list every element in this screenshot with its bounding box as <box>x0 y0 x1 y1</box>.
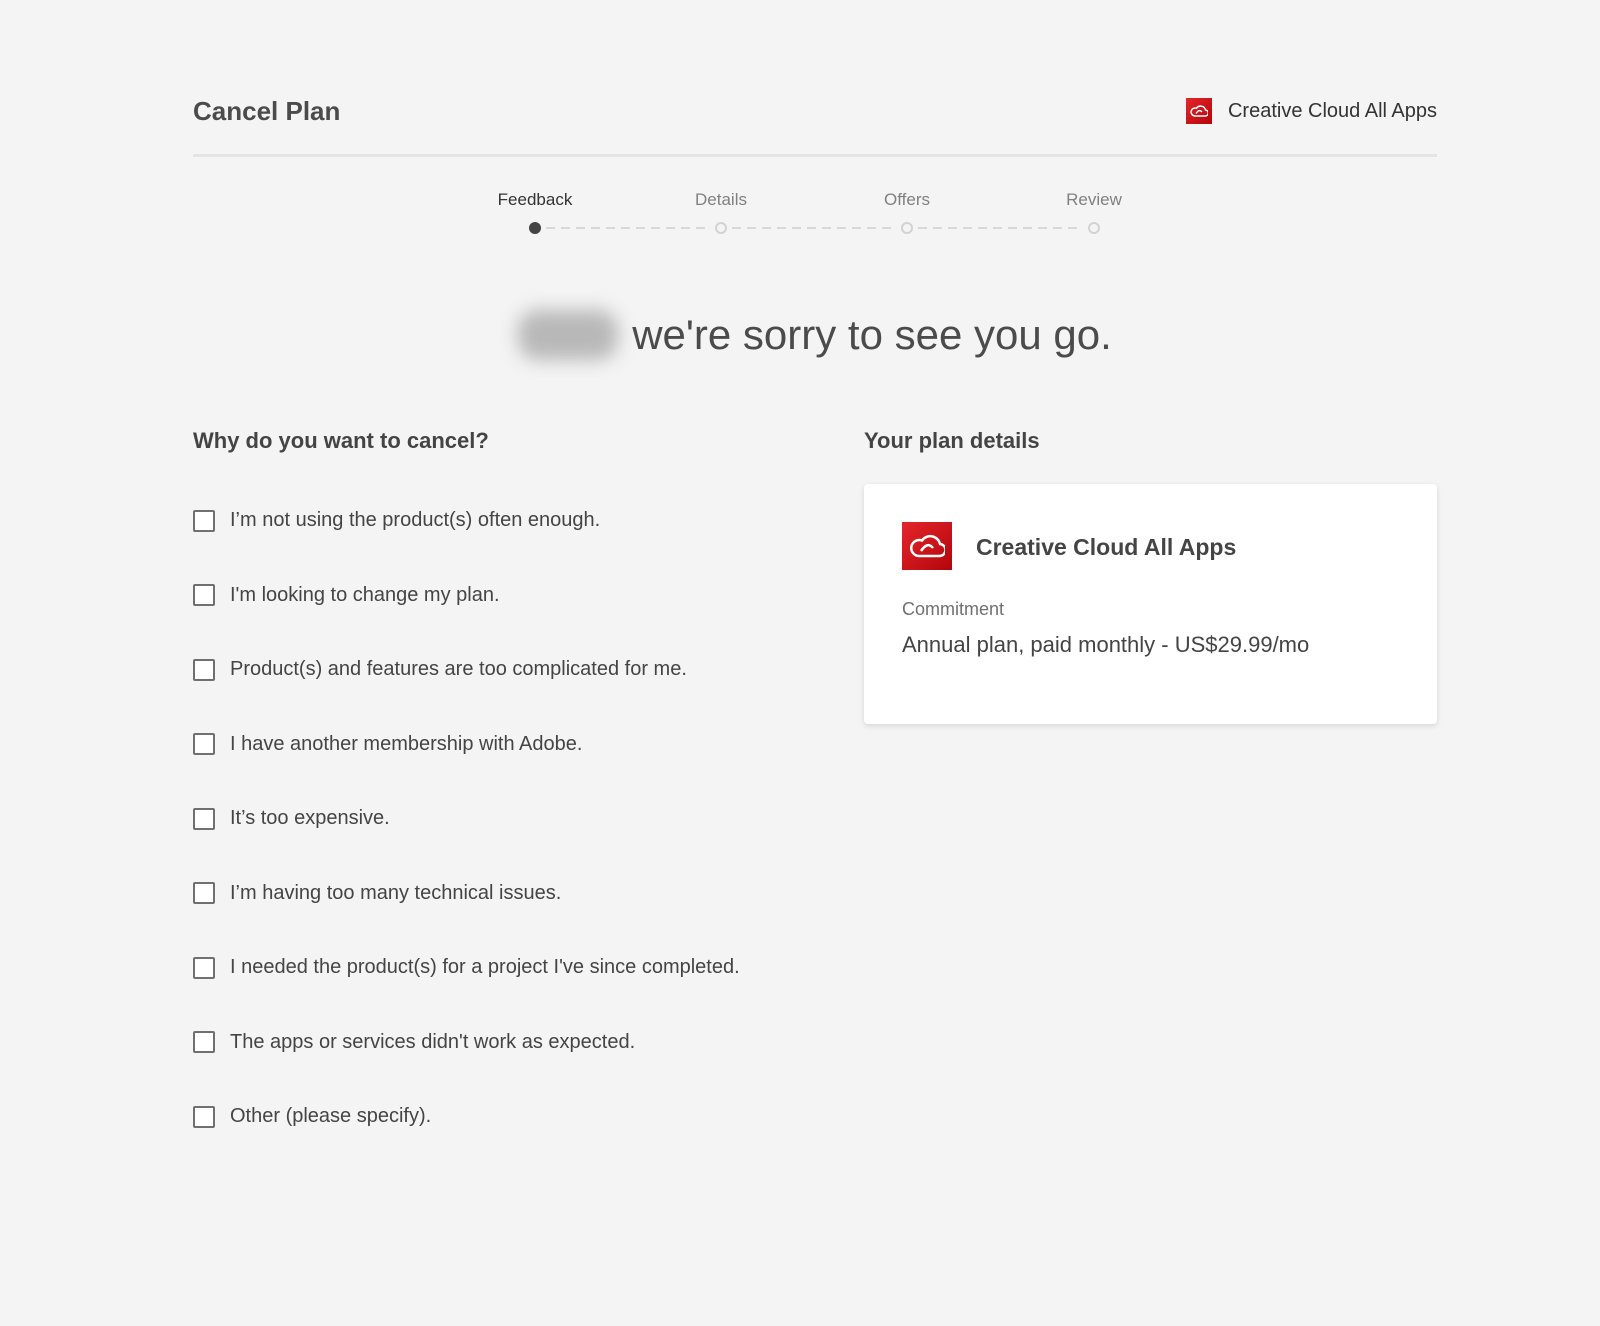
farewell-text: we're sorry to see you go. <box>632 311 1112 358</box>
step-dot-feedback <box>529 222 541 234</box>
reason-checkbox[interactable] <box>193 1106 215 1128</box>
plan-details-title: Your plan details <box>864 428 1040 453</box>
reason-checkbox[interactable] <box>193 659 215 681</box>
page-title: Cancel Plan <box>193 96 341 126</box>
step-dot-details <box>715 222 727 234</box>
reason-option[interactable] <box>193 1031 635 1054</box>
reason-option[interactable] <box>193 584 500 607</box>
header-divider <box>193 154 1437 157</box>
redacted-name <box>518 310 618 360</box>
reason-label: I needed the product(s) for a project I've since completed. <box>230 956 740 978</box>
step-dot-review <box>1088 222 1100 234</box>
step-feedback: Feedback <box>497 190 573 209</box>
reason-label: It’s too expensive. <box>230 807 390 829</box>
reason-label: I'm looking to change my plan. <box>230 583 500 606</box>
reason-option[interactable] <box>193 658 687 681</box>
plan-name: Creative Cloud All Apps <box>976 534 1237 560</box>
reason-label: The apps or services didn't work as expected. <box>230 1030 636 1053</box>
reason-option[interactable] <box>193 1105 431 1128</box>
step-connector <box>918 227 1083 229</box>
reason-option[interactable] <box>193 956 740 979</box>
header-product <box>1186 98 1437 124</box>
reason-label: I’m having too many technical issues. <box>230 881 562 904</box>
creative-cloud-icon <box>902 522 952 570</box>
step-connector <box>732 227 896 229</box>
reason-option[interactable] <box>193 509 600 532</box>
reason-checkbox[interactable] <box>193 584 215 606</box>
header-product-name: Creative Cloud All Apps <box>1227 99 1437 122</box>
reason-checkbox[interactable] <box>193 882 215 904</box>
plan-card <box>864 484 1437 724</box>
reasons-title: Why do you want to cancel? <box>193 428 489 453</box>
step-offers: Offers <box>884 190 930 209</box>
commitment-label: Commitment <box>902 599 1005 619</box>
reason-checkbox[interactable] <box>193 733 215 755</box>
farewell-heading <box>0 310 1600 360</box>
reason-label: Product(s) and features are too complicated for me. <box>230 658 687 680</box>
reason-checkbox[interactable] <box>193 1031 215 1053</box>
reason-label: Other (please specify). <box>230 1105 432 1127</box>
step-dot-offers <box>901 222 913 234</box>
reason-label: I’m not using the product(s) often enough. <box>230 509 601 531</box>
step-review: Review <box>1066 190 1122 209</box>
reason-option[interactable] <box>193 882 561 905</box>
step-connector <box>546 227 710 229</box>
reason-option[interactable] <box>193 733 582 756</box>
reason-option[interactable] <box>193 807 390 830</box>
commitment-value: Annual plan, paid monthly - US$29.99/mo <box>902 632 1310 657</box>
reason-checkbox[interactable] <box>193 808 215 830</box>
creative-cloud-icon <box>1186 98 1212 124</box>
step-details: Details <box>695 190 747 209</box>
reason-checkbox[interactable] <box>193 510 215 532</box>
reason-checkbox[interactable] <box>193 957 215 979</box>
reason-label: I have another membership with Adobe. <box>230 732 583 755</box>
